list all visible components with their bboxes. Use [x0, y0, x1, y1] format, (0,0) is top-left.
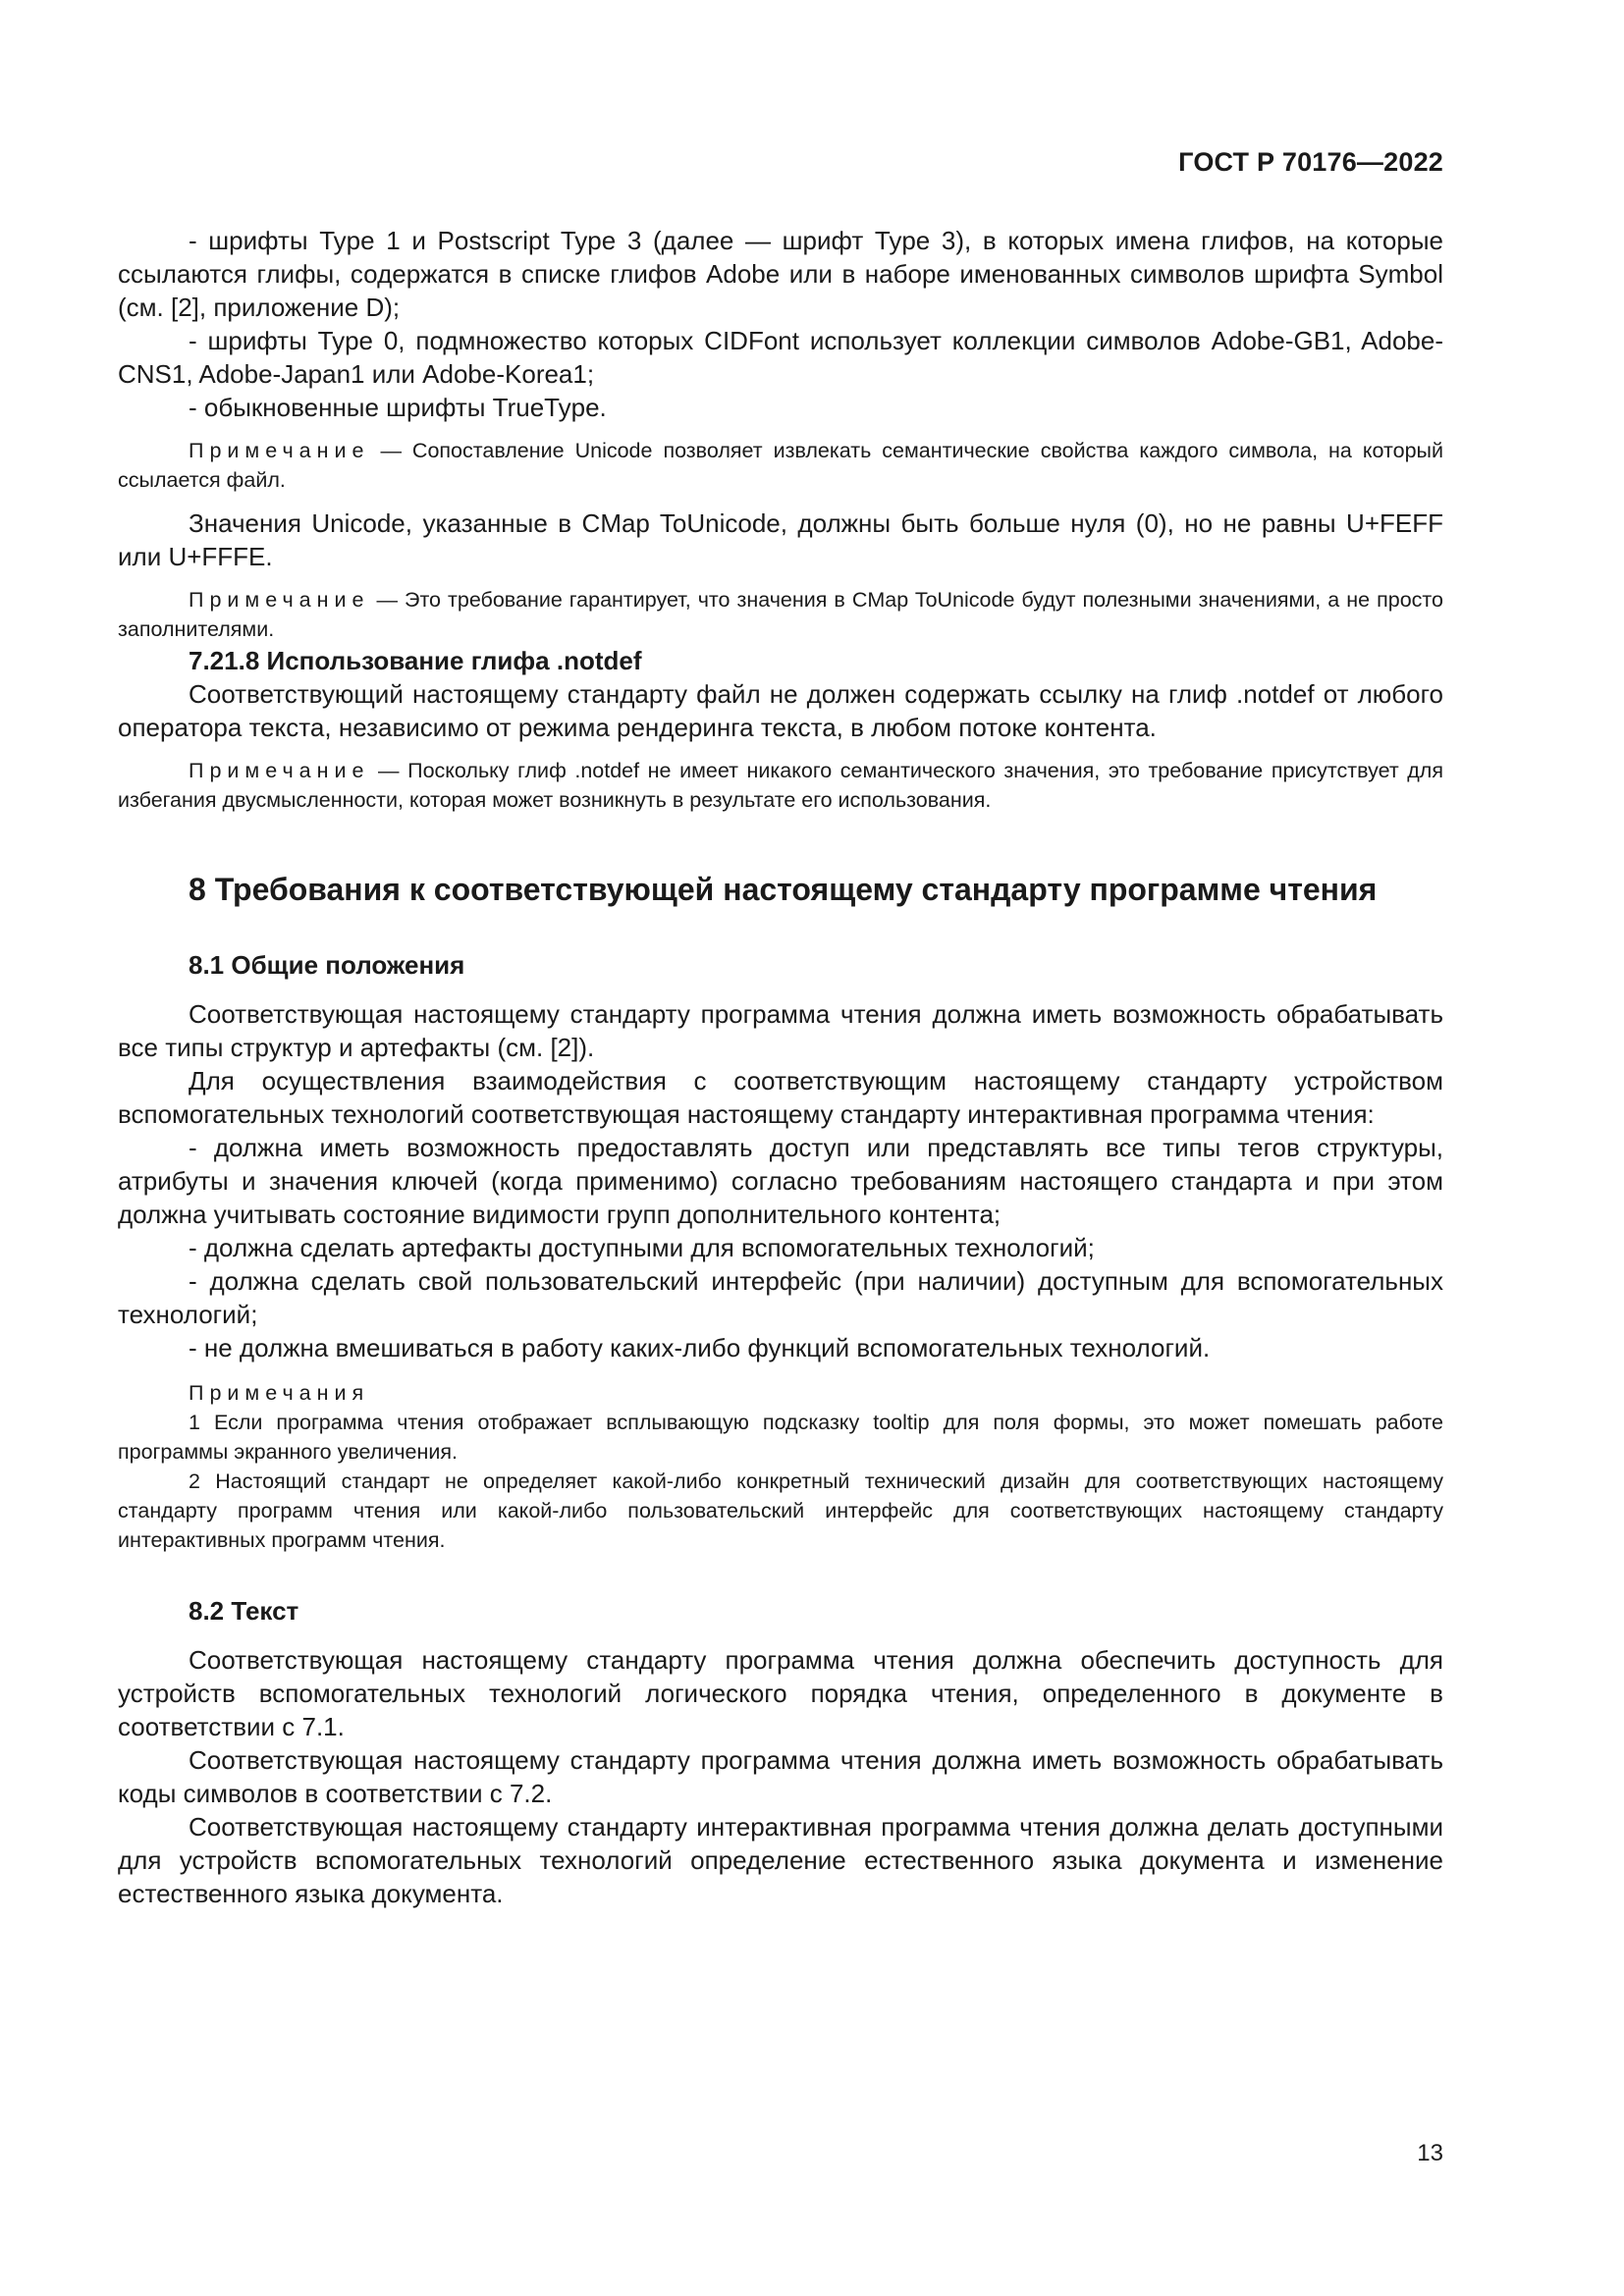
standard-id-header: ГОСТ Р 70176—2022: [1178, 147, 1443, 177]
notes-heading: Примечания: [189, 1381, 370, 1405]
note-text: — Сопоставление Unicode позволяет извлекать семантические свойства каждого символа, на который ссылается файл.: [118, 439, 1443, 492]
paragraph-reading-order: Соответствующая настоящему стандарту программа чтения должна обеспечить доступность для устройств вспомогательных технологий логического порядка чтения, определенного в документе в соответствии с 7.1.: [118, 1645, 1443, 1741]
paragraph-font-type1: - шрифты Type 1 и Postscript Type 3 (далее — шрифт Type 3), в которых имена глифов, на которые ссылаются глифы, содержатся в списке глифов Adobe или в наборе именованных символов шрифта Symbol (см. [2], приложение D);: [118, 226, 1443, 322]
note-text: — Это требование гарантирует, что значения в CMap ToUnicode будут полезными значениями, а не просто заполнителями.: [118, 588, 1443, 641]
note-unicode-mapping: [118, 436, 1443, 495]
paragraph-font-type0: - шрифты Type 0, подмножество которых CIDFont использует коллекции символов Adobe-GB1, Adobe-CNS1, Adobe-Japan1 или Adobe-Korea1;: [118, 326, 1444, 389]
note-text: — Поскольку глиф .notdef не имеет никакого семантического значения, это требование присутствует для избегания двусмысленности, которая может возникнуть в результате его использования.: [118, 759, 1443, 812]
paragraph-user-interface: - должна сделать свой пользовательский интерфейс (при наличии) доступным для вспомогательных технологий;: [118, 1266, 1443, 1329]
paragraph-unicode-values: Значения Unicode, указанные в CMap ToUnicode, должны быть больше нуля (0), но не равны U+FEFF или U+FFFE.: [118, 508, 1443, 571]
note-label: Примечание: [189, 759, 370, 782]
subsection-title-7-21-8: 7.21.8 Использование глифа .notdef: [189, 646, 642, 675]
note-item-2: 2 Настоящий стандарт не определяет какой-либо конкретный технический дизайн для соответствующих настоящему стандарту программ чтения или какой-либо пользовательский интерфейс для соответствующих настоящему стандарту интерактивных программ чтения.: [118, 1469, 1443, 1552]
note-label: Примечание: [189, 439, 370, 462]
section-title-8: 8 Требования к соответствующей настоящему стандарту программе чтения: [189, 872, 1378, 907]
paragraph-notdef: Соответствующий настоящему стандарту файл не должен содержать ссылку на глиф .notdef от любого оператора текста, независимо от режима рендеринга текста, в любом потоке контента.: [118, 679, 1443, 742]
paragraph-artifacts: - должна сделать артефакты доступными для вспомогательных технологий;: [189, 1233, 1095, 1262]
paragraph-assistive-interaction: Для осуществления взаимодействия с соответствующим настоящему стандарту устройством вспомогательных технологий соответствующая настоящему стандарту интерактивная программа чтения:: [118, 1066, 1443, 1129]
paragraph-access-tags: - должна иметь возможность предоставлять доступ или представлять все типы тегов структуры, атрибуты и значения ключей (когда применимо) согласно требованиям настоящего стандарта и при этом должна учитывать состояние видимости групп дополнительного контента;: [118, 1133, 1443, 1229]
section-title-8-1: 8.1 Общие положения: [189, 950, 465, 980]
paragraph-reader-structures: Соответствующая настоящему стандарту программа чтения должна иметь возможность обрабатывать все типы структур и артефакты (см. [2]).: [118, 999, 1443, 1062]
note-tounicode: [118, 585, 1443, 644]
note-label: Примечание: [189, 588, 370, 612]
page-body: [118, 224, 1443, 1910]
paragraph-natural-language: Соответствующая настоящему стандарту интерактивная программа чтения должна делать доступными для устройств вспомогательных технологий определение естественного языка документа и изменение естественного языка документа.: [118, 1812, 1443, 1908]
page-number: 13: [1417, 2140, 1443, 2166]
paragraph-no-interference: - не должна вмешиваться в работу каких-либо функций вспомогательных технологий.: [189, 1333, 1211, 1362]
note-notdef: [118, 756, 1443, 815]
paragraph-character-codes: Соответствующая настоящему стандарту программа чтения должна иметь возможность обрабатывать коды символов в соответствии с 7.2.: [118, 1745, 1443, 1808]
note-item-1: 1 Если программа чтения отображает всплывающую подсказку tooltip для поля формы, это может помешать работе программы экранного увеличения.: [118, 1411, 1443, 1464]
paragraph-font-truetype: - обыкновенные шрифты TrueType.: [189, 393, 607, 422]
section-title-8-2: 8.2 Текст: [189, 1596, 299, 1626]
